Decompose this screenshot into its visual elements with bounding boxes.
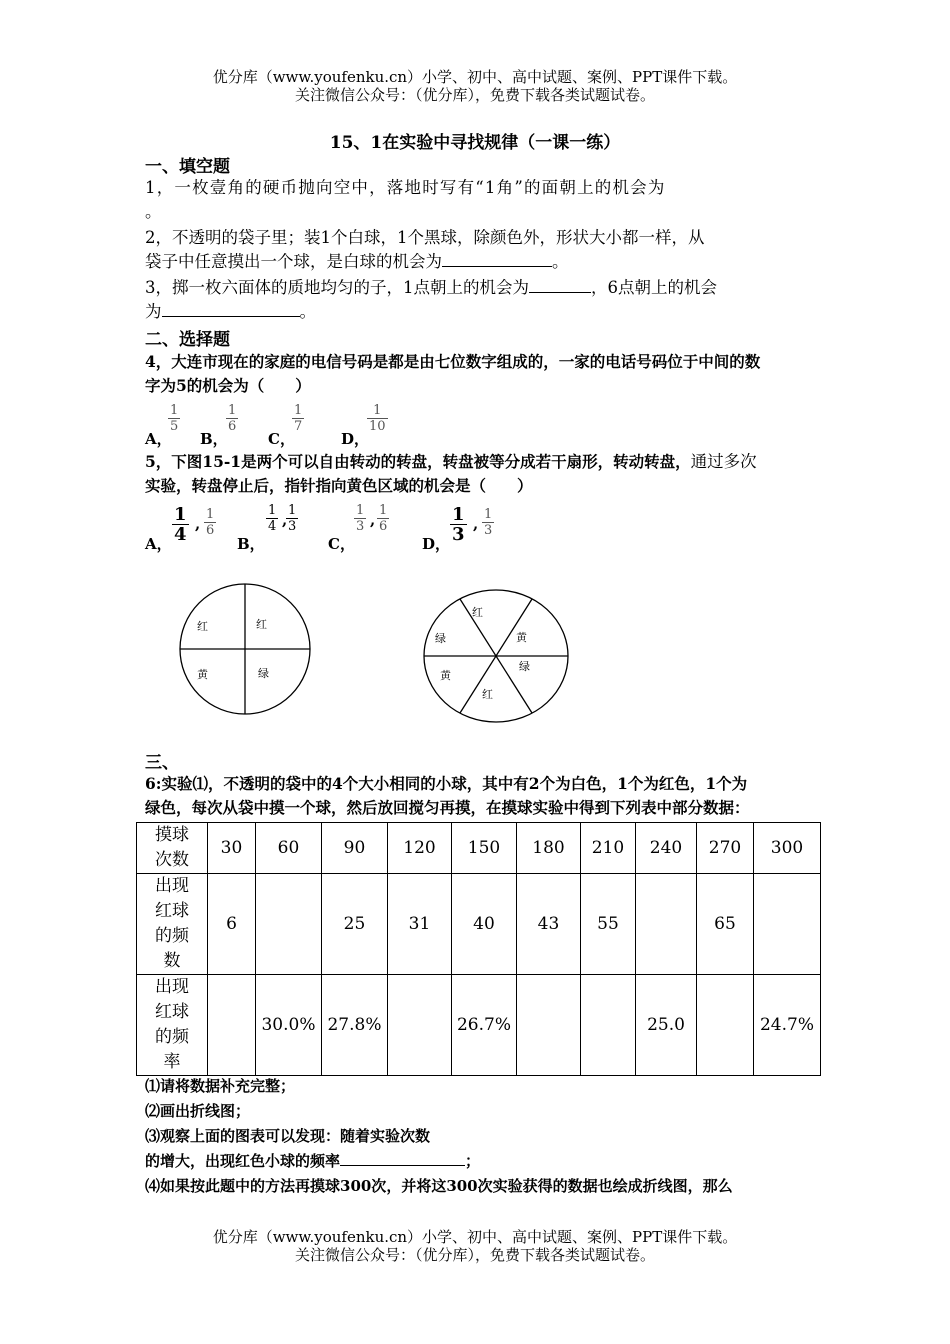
table-cell: 60: [256, 823, 322, 874]
question-3: [145, 276, 815, 324]
table-cell: 150: [452, 823, 517, 874]
row-header-text: 率: [163, 1052, 181, 1072]
spinner-1-sector-label: 绿: [258, 667, 269, 680]
spinner-2-sector-label: 绿: [519, 660, 530, 673]
row-header-trials: [137, 823, 208, 874]
answer-blank-3b[interactable]: [162, 300, 300, 317]
spinner-2-sector-label: 黄: [516, 631, 527, 644]
q5-c-comma: ,: [370, 511, 376, 529]
question-5-line-1-tail: 通过多次: [690, 452, 757, 471]
q5-c-fraction-1[interactable]: [354, 503, 366, 534]
sub-question-2: ⑵画出折线图；: [145, 1102, 251, 1120]
question-2-end: 。: [552, 252, 569, 271]
row-header-text: 的频: [155, 1027, 189, 1047]
row-header-rate: [137, 975, 208, 1076]
q5-d-f1-den: 3: [452, 524, 465, 545]
table-cell-blank[interactable]: [636, 874, 697, 975]
q4-option-b-fraction[interactable]: [226, 403, 238, 434]
q4-option-b-label: B，: [200, 430, 228, 448]
table-cell: 25.0: [636, 975, 697, 1076]
q4-d-numerator: 1: [367, 403, 388, 419]
q5-a-fraction-1[interactable]: [172, 505, 189, 544]
footer-line-2: 关注微信公众号：（优分库），免费下载各类试题试卷。: [294, 1246, 655, 1264]
q5-c-f1-den: 3: [356, 519, 365, 534]
table-row: [137, 975, 821, 1076]
row-header-text: 出现: [155, 977, 189, 997]
question-6-line-2: 绿色，每次从袋中摸一个球，然后放回搅匀再摸，在摸球实验中得到下列表中部分数据：: [145, 798, 750, 817]
table-cell: 40: [452, 874, 517, 975]
question-2-line-2: 袋子中任意摸出一个球，是白球的机会为: [145, 252, 442, 271]
row-header-text: 摸球: [155, 825, 189, 845]
q5-b-f2-den: 3: [288, 519, 297, 534]
spinner-2-diagram: [418, 585, 578, 730]
spinner-1-sector-label: 黄: [197, 668, 208, 681]
question-5-line-2: 实验，转盘停止后，指针指向黄色区域的机会是（ ）: [145, 476, 533, 495]
q4-a-denominator: 5: [170, 419, 179, 434]
table-cell: 210: [581, 823, 636, 874]
q5-c-f1-num: 1: [356, 503, 365, 518]
question-6-line-1: 6:实验⑴，不透明的袋中的4个大小相同的小球，其中有2个为白色，1个为红色，1个为: [145, 774, 748, 793]
table-cell: 270: [697, 823, 754, 874]
spinner-2-sector-label: 绿: [435, 632, 446, 645]
q5-c-fraction-2[interactable]: [377, 503, 389, 534]
table-cell: 6: [208, 874, 256, 975]
table-cell-blank[interactable]: [581, 975, 636, 1076]
spinner-1-sector-label: 红: [197, 620, 208, 633]
sub-question-4: ⑷如果按此题中的方法再摸球300次，并将这300次实验获得的数据也绘成折线图，那么: [145, 1177, 733, 1195]
question-3-line-2: 为: [145, 302, 162, 321]
question-2-line-1: 2，不透明的袋子里；装1个白球，1个黑球，除颜色外，形状大小都一样，从: [145, 228, 705, 247]
spinner-1-sector-label: 红: [256, 618, 267, 631]
answer-blank-2[interactable]: [442, 250, 552, 267]
q5-d-fraction-1[interactable]: [450, 505, 467, 544]
answer-blank-6-3[interactable]: [340, 1149, 465, 1166]
table-cell: 26.7%: [452, 975, 517, 1076]
q5-d-fraction-2[interactable]: [482, 507, 494, 538]
q5-a-f2-den: 6: [206, 523, 215, 538]
table-cell: 43: [517, 874, 581, 975]
row-header-text: 出现: [155, 876, 189, 896]
question-4-line-2: 字为5的机会为（ ）: [145, 376, 311, 395]
q5-option-b-label: B，: [237, 535, 265, 553]
q4-option-a-fraction[interactable]: [168, 403, 180, 434]
row-header-text: 次数: [155, 850, 189, 870]
question-1-text: 1，一枚壹角的硬币抛向空中，落地时写有“1角”的面朝上的机会为: [145, 178, 666, 197]
question-1: [145, 176, 815, 224]
section-2-heading: 二、选择题: [145, 330, 230, 350]
header-line-2: 关注微信公众号：（优分库），免费下载各类试题试卷。: [294, 86, 655, 104]
question-6: [145, 772, 815, 820]
table-cell: 180: [517, 823, 581, 874]
q5-a-f1-den: 4: [174, 524, 187, 545]
q4-b-numerator: 1: [228, 403, 237, 418]
row-header-text: 数: [163, 951, 181, 971]
q5-c-f2-num: 1: [379, 503, 388, 518]
q4-option-c-label: C，: [268, 430, 295, 448]
table-cell-blank[interactable]: [256, 874, 322, 975]
q5-b-f1-den: 4: [268, 519, 277, 534]
table-row: [137, 874, 821, 975]
sub-question-3-line-1: ⑶观察上面的图表可以发现：随着实验次数: [145, 1127, 431, 1145]
row-header-text: 的频: [155, 926, 189, 946]
sub-question-3: [145, 1124, 815, 1174]
table-cell: 24.7%: [754, 975, 821, 1076]
q4-b-denominator: 6: [228, 419, 237, 434]
spinner-2-sector-label: 红: [482, 688, 493, 701]
q5-a-comma: ,: [195, 515, 201, 533]
section-1-heading: 一、填空题: [145, 157, 230, 177]
row-header-text: 红球: [155, 1002, 189, 1022]
table-cell-blank[interactable]: [517, 975, 581, 1076]
q4-c-numerator: 1: [294, 403, 303, 418]
sub-question-3-end: ；: [465, 1152, 481, 1170]
table-cell: 240: [636, 823, 697, 874]
table-cell-blank[interactable]: [208, 975, 256, 1076]
q4-a-numerator: 1: [170, 403, 179, 418]
answer-blank-3a[interactable]: [529, 276, 591, 293]
table-cell: 120: [388, 823, 452, 874]
table-cell: 27.8%: [322, 975, 388, 1076]
table-cell: 90: [322, 823, 388, 874]
table-cell-blank[interactable]: [697, 975, 754, 1076]
table-cell: 30.0%: [256, 975, 322, 1076]
q5-d-f1-num: 1: [452, 504, 465, 525]
q5-b-f2-num: 1: [288, 503, 297, 518]
table-cell: 25: [322, 874, 388, 975]
q5-b-fraction-1[interactable]: [266, 503, 278, 534]
q5-option-d-label: D，: [422, 535, 451, 553]
spinner-1-diagram: [170, 580, 320, 720]
page-title: 15、1在实验中寻找规律（一课一练）: [329, 133, 621, 153]
q5-d-f2-den: 3: [484, 523, 493, 538]
experiment-table: [136, 822, 821, 1076]
question-3-mid: ，6点朝上的机会: [591, 278, 717, 297]
table-cell: 65: [697, 874, 754, 975]
q5-a-fraction-2[interactable]: [204, 507, 216, 538]
header-line-1: 优分库（www.youfenku.cn）小学、初中、高中试题、案例、PPT课件下载。: [212, 68, 738, 86]
q5-a-f2-num: 1: [206, 507, 215, 522]
question-3-end: 。: [299, 302, 316, 321]
q5-b-f1-num: 1: [268, 503, 277, 518]
row-header-count: [137, 874, 208, 975]
q4-option-d-label: D，: [341, 430, 370, 448]
section-3-heading: 三、: [145, 753, 179, 773]
question-1-end: 。: [145, 202, 163, 221]
table-cell: 31: [388, 874, 452, 975]
q5-b-fraction-2[interactable]: [286, 503, 298, 534]
q4-option-d-fraction[interactable]: [367, 403, 388, 434]
question-4: [145, 350, 815, 398]
spinner-2-sector-label: 黄: [440, 669, 451, 682]
question-3-line-1: 3，掷一枚六面体的质地均匀的子，1点朝上的机会为: [145, 278, 529, 297]
footer-line-1: 优分库（www.youfenku.cn）小学、初中、高中试题、案例、PPT课件下载。: [212, 1228, 738, 1246]
q4-d-denominator: 10: [369, 419, 386, 434]
table-row: [137, 823, 821, 874]
question-4-line-1: 4，大连市现在的家庭的电信号码是都是由七位数字组成的，一家的电话号码位于中间的数: [145, 352, 761, 371]
sub-question-3-line-2: 的增大，出现红色小球的频率: [145, 1152, 341, 1170]
q5-b-comma: ,: [282, 511, 288, 529]
q5-d-f2-num: 1: [484, 507, 493, 522]
table-cell: 30: [208, 823, 256, 874]
q5-option-a-label: A，: [145, 535, 172, 553]
spinner-2-sector-label: 红: [472, 606, 483, 619]
question-2: [145, 226, 815, 274]
question-5: [145, 450, 815, 498]
row-header-text: 红球: [155, 901, 189, 921]
table-cell: 300: [754, 823, 821, 874]
q5-c-f2-den: 6: [379, 519, 388, 534]
table-cell-blank[interactable]: [388, 975, 452, 1076]
q4-c-denominator: 7: [294, 419, 303, 434]
table-cell: 55: [581, 874, 636, 975]
table-cell-blank[interactable]: [754, 874, 821, 975]
q5-a-f1-num: 1: [174, 504, 187, 525]
q5-option-c-label: C，: [328, 535, 355, 553]
q4-option-c-fraction[interactable]: [292, 403, 304, 434]
q5-d-comma: ,: [473, 515, 479, 533]
question-5-line-1: 5，下图15-1是两个可以自由转动的转盘，转盘被等分成若干扇形，转动转盘，: [145, 452, 691, 471]
sub-question-1: ⑴请将数据补充完整；: [145, 1077, 296, 1095]
q4-option-a-label: A，: [145, 430, 172, 448]
